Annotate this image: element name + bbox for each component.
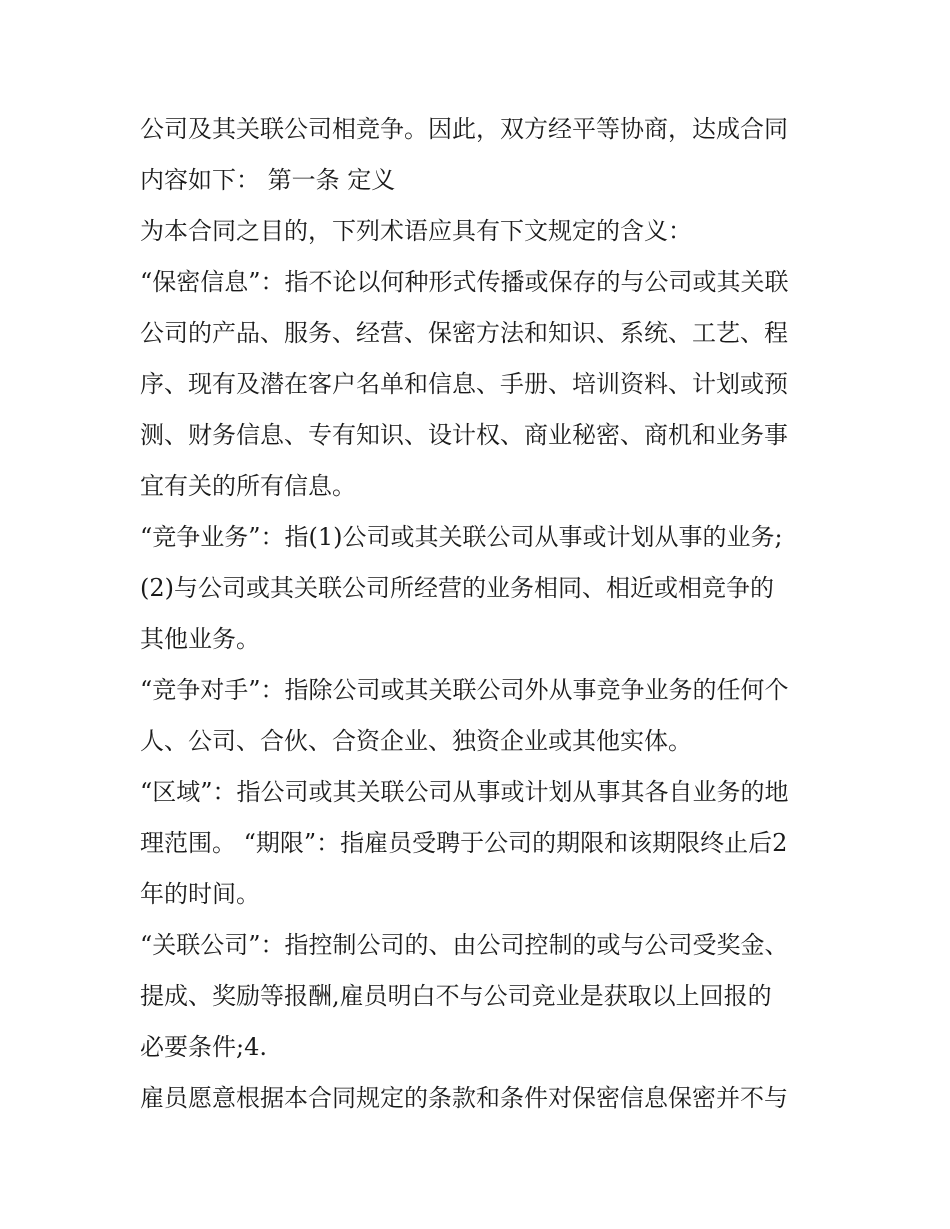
text-line: 理范围。 “期限”：指雇员受聘于公司的期限和该期限终止后2 bbox=[140, 829, 788, 857]
text-line: 公司及其关联公司相竞争。因此，双方经平等协商，达成合同 bbox=[140, 115, 788, 143]
text-line: 序、现有及潜在客户名单和信息、手册、培训资料、计划或预 bbox=[140, 370, 788, 398]
text-line: 测、财务信息、专有知识、设计权、商业秘密、商机和业务事 bbox=[140, 421, 788, 449]
text-line: 为本合同之目的，下列术语应具有下文规定的含义： bbox=[140, 217, 692, 245]
text-line: 人、公司、合伙、合资企业、独资企业或其他实体。 bbox=[140, 727, 692, 755]
text-line: “保密信息”：指不论以何种形式传播或保存的与公司或其关联 bbox=[140, 268, 789, 296]
text-line: “区域”：指公司或其关联公司从事或计划从事其各自业务的地 bbox=[140, 778, 789, 806]
text-line: 年的时间。 bbox=[140, 880, 260, 908]
text-line: 内容如下： 第一条 定义 bbox=[140, 166, 396, 194]
text-line: 提成、奖励等报酬,雇员明白不与公司竞业是获取以上回报的 bbox=[140, 982, 772, 1010]
contract-text bbox=[140, 106, 820, 1126]
text-line: (2)与公司或其关联公司所经营的业务相同、相近或相竞争的 bbox=[140, 574, 774, 602]
text-line: 必要条件;4. bbox=[140, 1033, 267, 1061]
text-line: “竞争业务”：指(1)公司或其关联公司从事或计划从事的业务; bbox=[140, 523, 783, 551]
text-line: 宜有关的所有信息。 bbox=[140, 472, 356, 500]
text-line: “竞争对手”：指除公司或其关联公司外从事竞争业务的任何个 bbox=[140, 676, 789, 704]
text-line: 公司的产品、服务、经营、保密方法和知识、系统、工艺、程 bbox=[140, 319, 788, 347]
text-line: 雇员愿意根据本合同规定的条款和条件对保密信息保密并不与 bbox=[140, 1084, 788, 1112]
text-line: 其他业务。 bbox=[140, 625, 260, 653]
text-line: “关联公司”：指控制公司的、由公司控制的或与公司受奖金、 bbox=[140, 931, 789, 959]
